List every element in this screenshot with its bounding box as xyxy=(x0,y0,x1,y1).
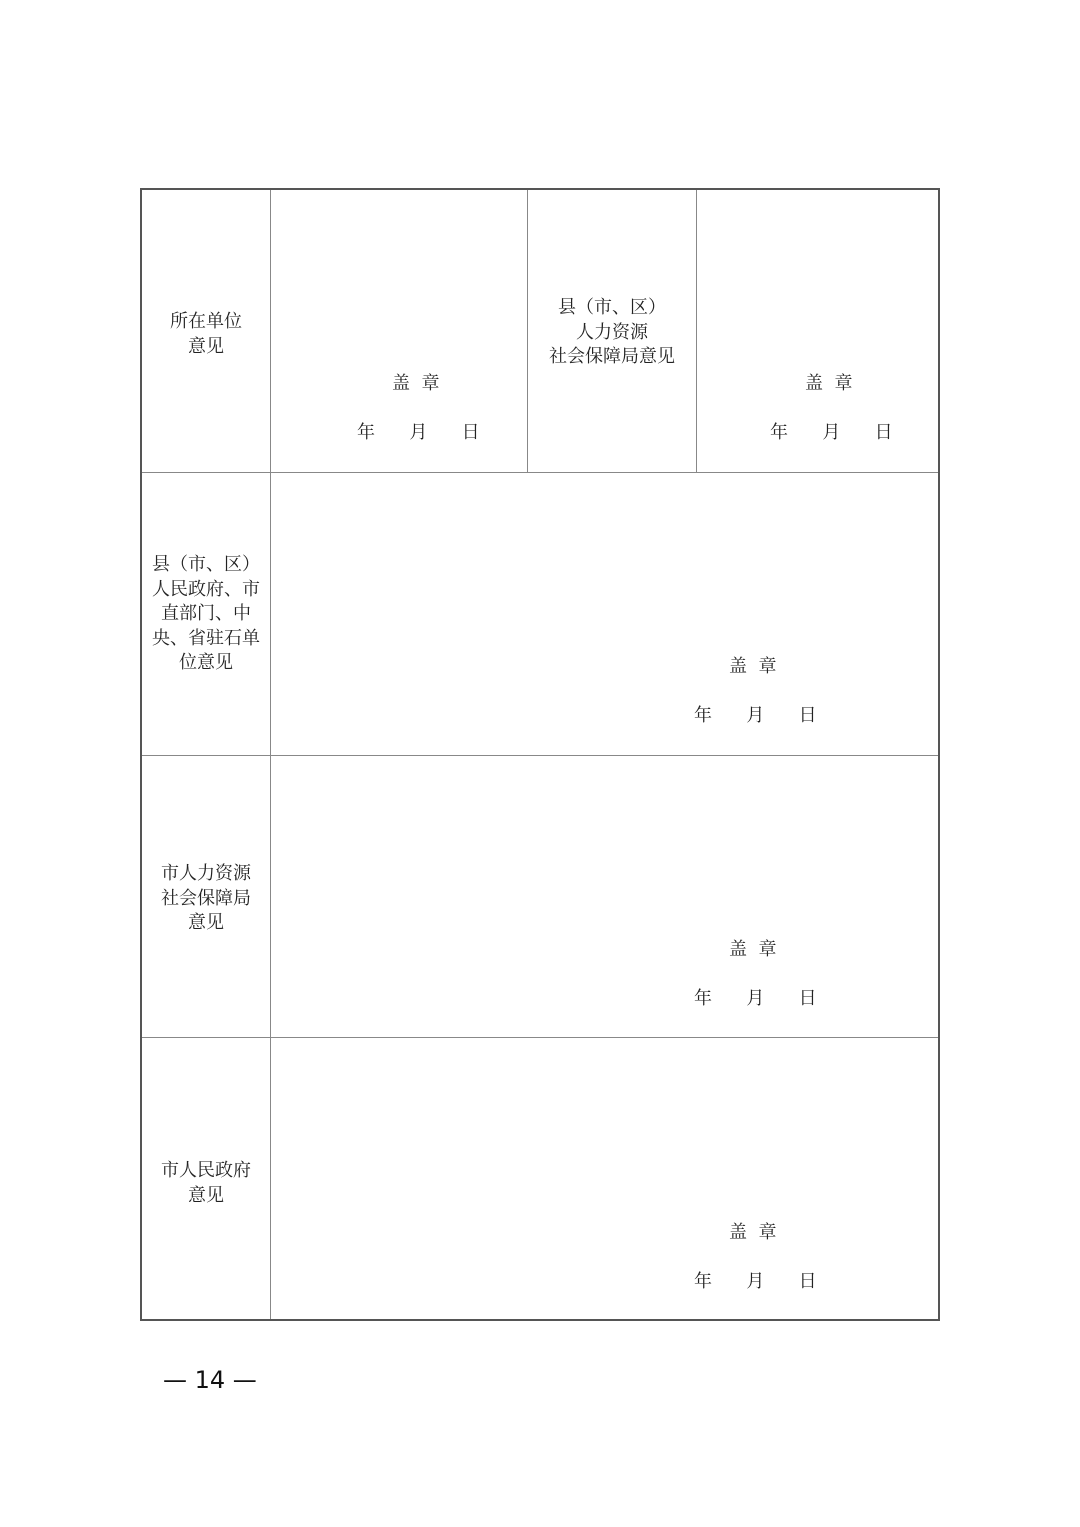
county-government-opinion-label: 县（市、区） 人民政府、市 直部门、中 央、省驻石单 位意见 xyxy=(152,554,260,673)
column-divider xyxy=(270,190,271,1319)
date-placeholder: 年 月 日 xyxy=(694,1271,817,1292)
seal-placeholder: 盖 章 xyxy=(729,656,777,677)
row-divider xyxy=(142,1037,938,1038)
date-placeholder: 年 月 日 xyxy=(770,422,893,443)
page-number: — 14 — xyxy=(163,1366,257,1394)
seal-placeholder: 盖 章 xyxy=(805,373,853,394)
approval-form-table xyxy=(140,188,940,1321)
seal-placeholder: 盖 章 xyxy=(729,939,777,960)
row-divider xyxy=(142,755,938,756)
seal-placeholder: 盖 章 xyxy=(729,1222,777,1243)
column-divider xyxy=(696,190,697,472)
date-placeholder: 年 月 日 xyxy=(357,422,480,443)
city-hr-opinion-label: 市人力资源 社会保障局 意见 xyxy=(161,863,251,933)
seal-placeholder: 盖 章 xyxy=(392,373,440,394)
row-divider xyxy=(142,472,938,473)
date-placeholder: 年 月 日 xyxy=(694,705,817,726)
city-government-opinion-label: 市人民政府 意见 xyxy=(161,1160,251,1206)
date-placeholder: 年 月 日 xyxy=(694,988,817,1009)
unit-opinion-label: 所在单位 意见 xyxy=(170,311,242,357)
county-hr-opinion-label: 县（市、区） 人力资源 社会保障局意见 xyxy=(549,297,675,367)
